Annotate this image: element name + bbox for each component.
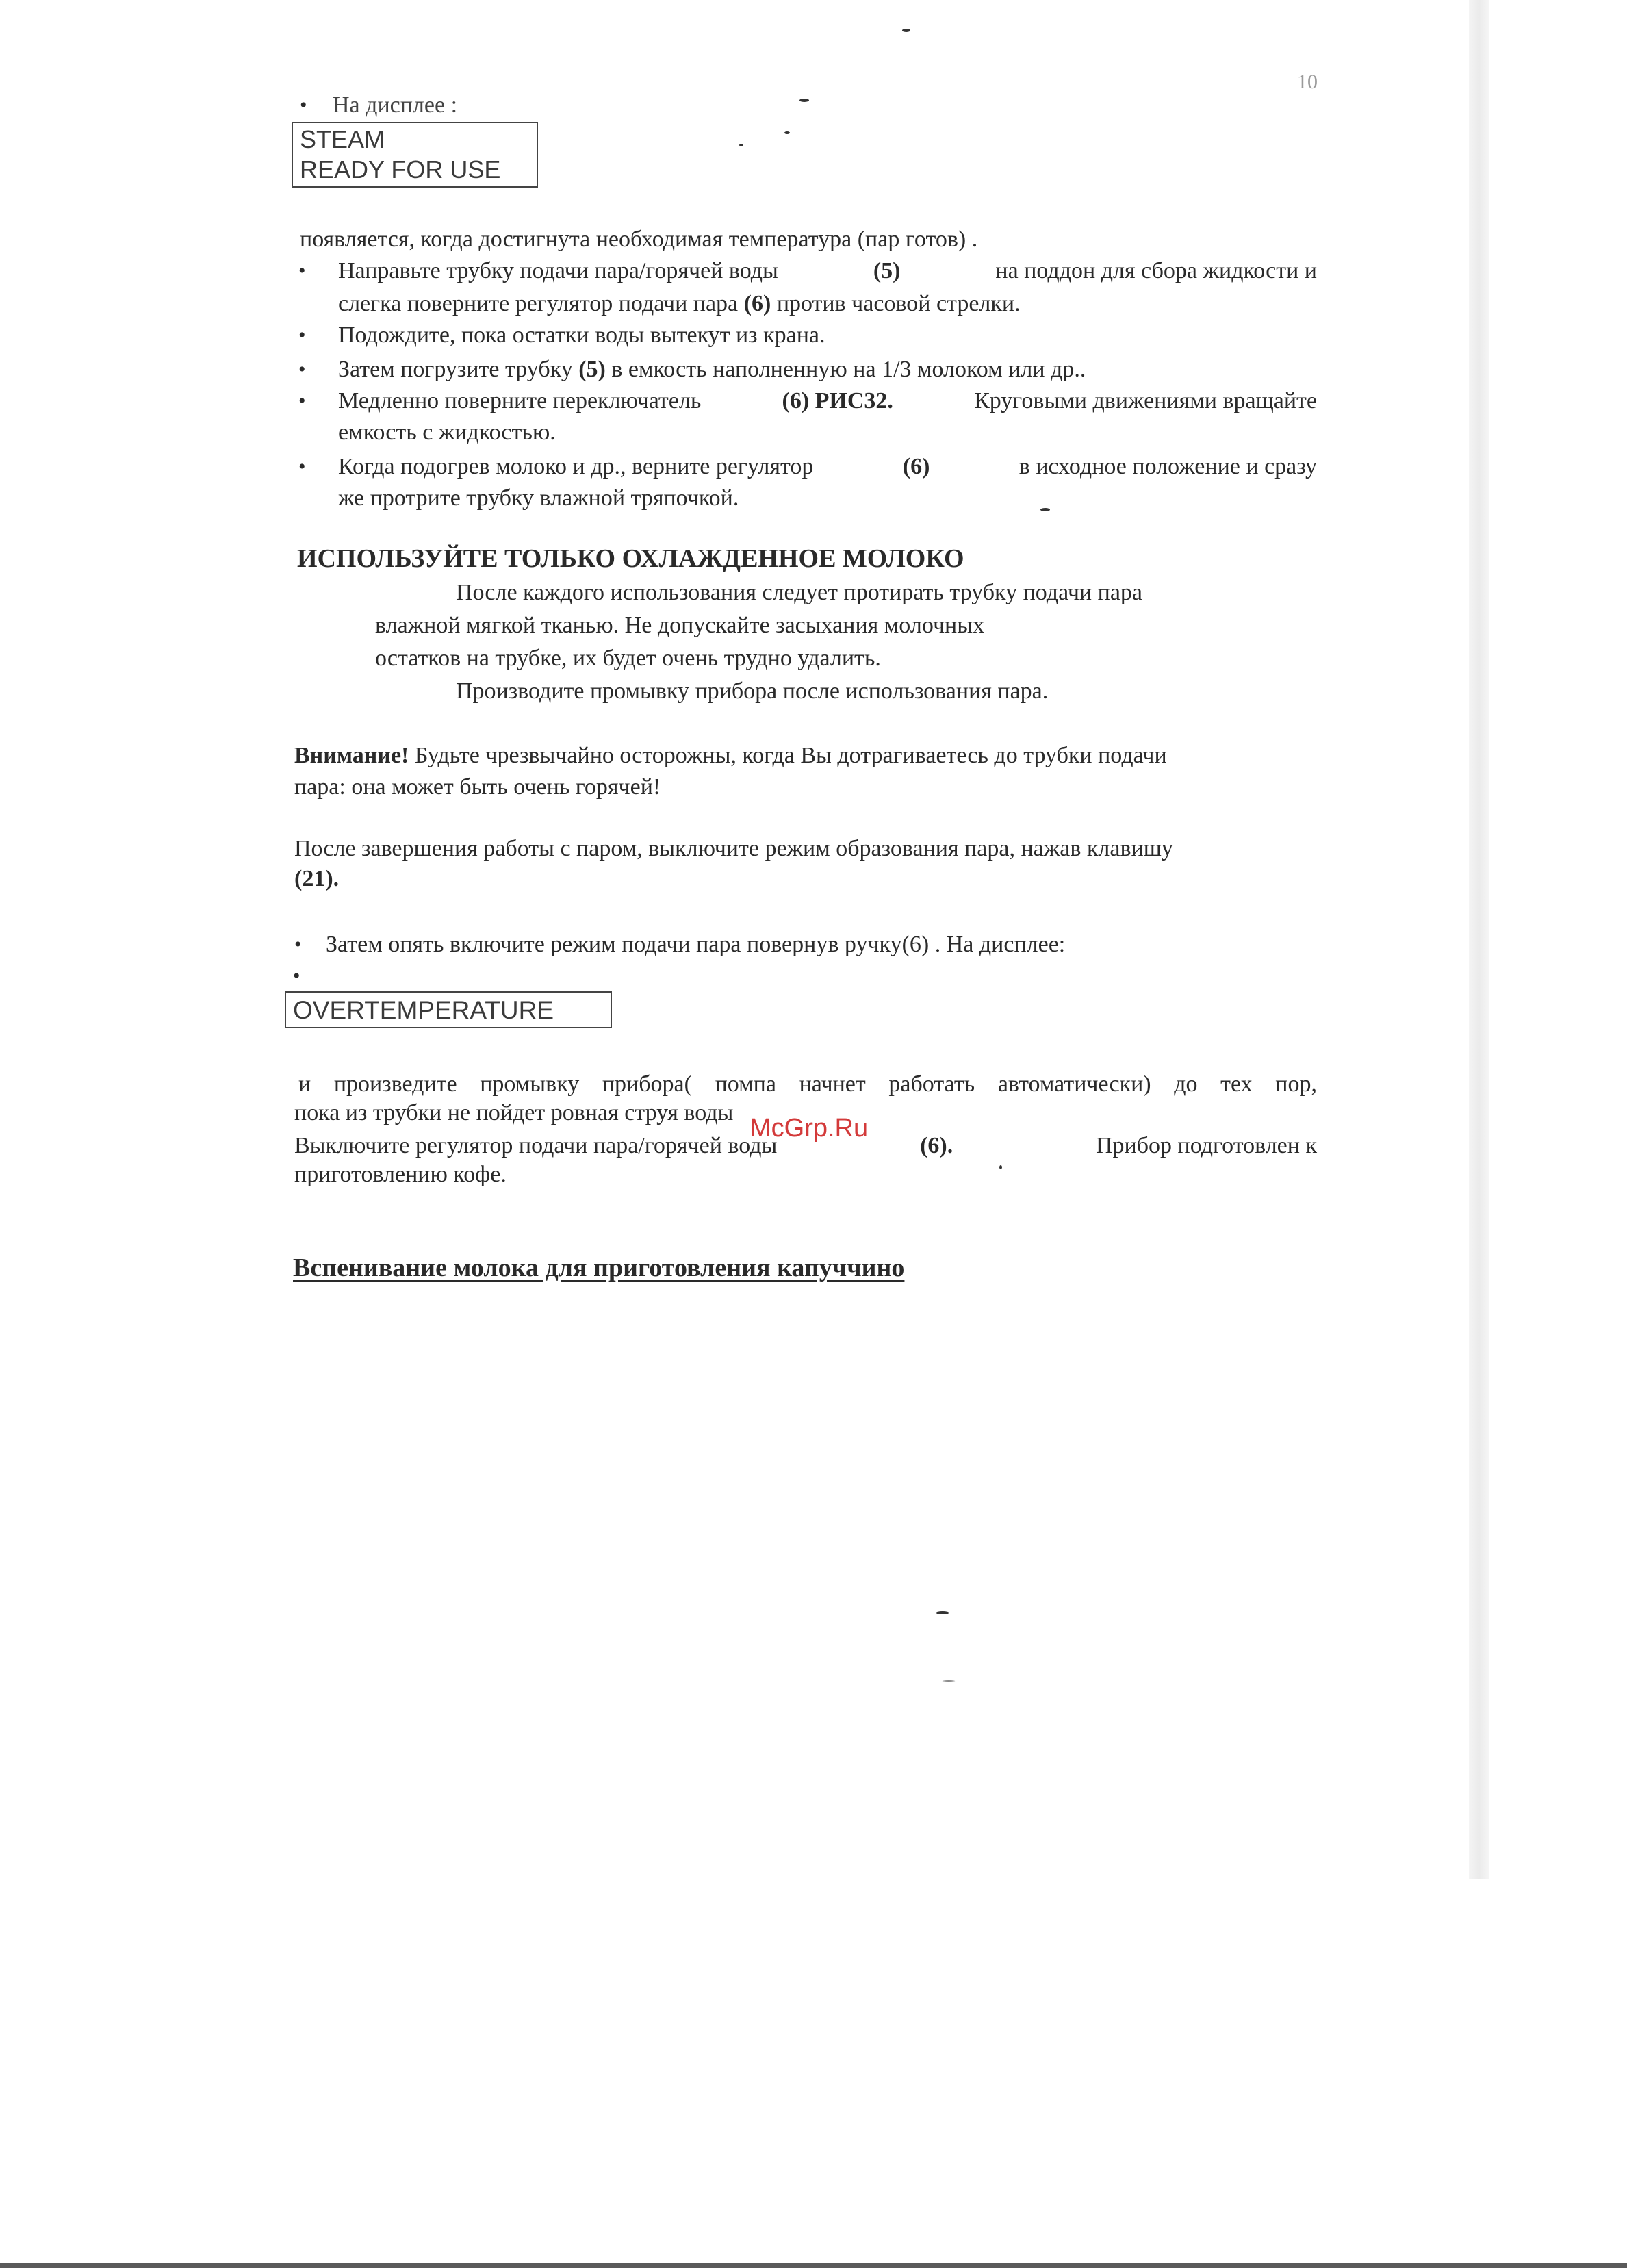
rinse-line3-a: Выключите регулятор подачи пара/горячей воды — [294, 1133, 778, 1158]
bullet-4-line-1 — [338, 386, 1317, 416]
warning-text: Будьте чрезвычайно осторожны, когда Вы дотрагиваетесь до трубки подачи — [414, 743, 1167, 768]
bullet-3-b: в емкость наполненную на 1/3 молоком или др.. — [611, 357, 1086, 382]
bullet-5-line-1 — [338, 452, 1317, 482]
bullet-5-a: Когда подогрев молоко и др., верните регулятор — [338, 454, 814, 479]
bullet-dot: • — [298, 259, 306, 282]
bullet-4-a: Медленно поверните переключатель — [338, 388, 702, 413]
bullet-2: Подождите, пока остатки воды вытекут из крана. — [338, 322, 825, 348]
bullet-1-line-1 — [338, 256, 1317, 286]
bullet-3 — [338, 355, 1086, 385]
display-line-overtemperature: OVERTEMPERATURE — [293, 996, 554, 1024]
display-line-steam: STEAM — [300, 125, 385, 153]
scan-speck — [739, 144, 743, 146]
bullet-1-text-b: на поддон для сбора жидкости и — [995, 258, 1317, 283]
para-appears: появляется, когда достигнута необходимая температура (пар готов) . — [300, 227, 978, 252]
bullet-dot: • — [298, 324, 306, 346]
bullet-dot-stray: • — [293, 965, 300, 987]
bullet-dot: • — [294, 933, 302, 956]
scan-speck — [936, 1611, 949, 1614]
warning-line-1 — [294, 741, 1167, 771]
rinse-line-1: и произведите промывку прибора( помпа начнет работать автоматически) до тех пор, — [298, 1071, 1317, 1097]
milk-para-line-4: Производите промывку прибора после использования пара. — [456, 678, 1049, 704]
bullet-5-line-2: же протрите трубку влажной тряпочкой. — [338, 485, 739, 511]
milk-para-line-3: остатков на трубке, их будет очень трудно удалить. — [375, 646, 881, 671]
milk-para-line-2: влажной мягкой тканью. Не допускайте засыхания молочных — [375, 613, 985, 638]
bullet-1-line2-b: против часовой стрелки. — [776, 291, 1021, 316]
display-overtemperature-box — [285, 991, 612, 1028]
bullet-4-ref: (6) РИС32. — [782, 388, 893, 413]
then-bullet: Затем опять включите режим подачи пара повернув ручку(6) . На дисплее: — [326, 932, 1066, 957]
bullet-3-ref: (5) — [578, 357, 606, 382]
heading-chilled-milk: ИСПОЛЬЗУЙТЕ ТОЛЬКО ОХЛАЖДЕННОЕ МОЛОКО — [297, 544, 964, 573]
rinse-line-2: пока из трубки не пойдет ровная струя воды — [294, 1100, 734, 1125]
rinse-line3-ref: (6). — [920, 1133, 953, 1158]
bullet-1-line-2 — [338, 289, 1021, 319]
after-steam-line-1: После завершения работы с паром, выключите режим образования пара, нажав клавишу — [294, 836, 1173, 861]
bullet-4-line-2: емкость с жидкостью. — [338, 420, 556, 445]
warning-line-2: пара: она может быть очень горячей! — [294, 774, 661, 800]
bullet-1-line2-a: слегка поверните регулятор подачи пара — [338, 291, 739, 316]
scan-speck — [999, 1165, 1002, 1169]
bullet-dot: • — [300, 94, 307, 116]
bullet-dot: • — [298, 455, 306, 478]
scan-speck — [902, 29, 910, 32]
display-steam-box — [292, 122, 538, 188]
heading-cappuccino: Вспенивание молока для приготовления капуччино — [293, 1253, 905, 1282]
milk-para-line-1: После каждого использования следует протирать трубку подачи пара — [456, 580, 1142, 605]
rinse-line3-b: Прибор подготовлен к — [1095, 1133, 1317, 1158]
after-steam-line-2: (21). — [294, 866, 340, 891]
watermark: McGrp.Ru — [750, 1114, 869, 1143]
display-intro: На дисплее : — [333, 92, 458, 118]
warning-label: Внимание! — [294, 743, 409, 768]
bullet-dot: • — [298, 358, 306, 381]
bullet-1-line2-ref: (6) — [743, 291, 771, 316]
page-number: 10 — [1297, 71, 1318, 93]
display-line-ready: READY FOR USE — [300, 155, 501, 183]
bullet-5-b: в исходное положение и сразу — [1019, 454, 1317, 479]
bullet-1-text-a: Направьте трубку подачи пара/горячей воды — [338, 258, 778, 283]
bullet-dot: • — [298, 390, 306, 412]
bullet-3-a: Затем погрузите трубку — [338, 357, 573, 382]
scan-speck — [799, 99, 809, 102]
bullet-4-b: Круговыми движениями вращайте — [974, 388, 1317, 413]
bullet-1-ref: (5) — [873, 258, 901, 283]
scan-edge-shadow — [1469, 0, 1489, 1879]
scan-speck — [784, 131, 790, 134]
scan-speck — [1040, 508, 1050, 511]
rinse-line-4: приготовлению кофе. — [294, 1162, 507, 1187]
scan-speck — [942, 1680, 956, 1682]
bullet-5-ref: (6) — [902, 454, 930, 479]
scan-bottom-edge — [0, 2263, 1627, 2268]
